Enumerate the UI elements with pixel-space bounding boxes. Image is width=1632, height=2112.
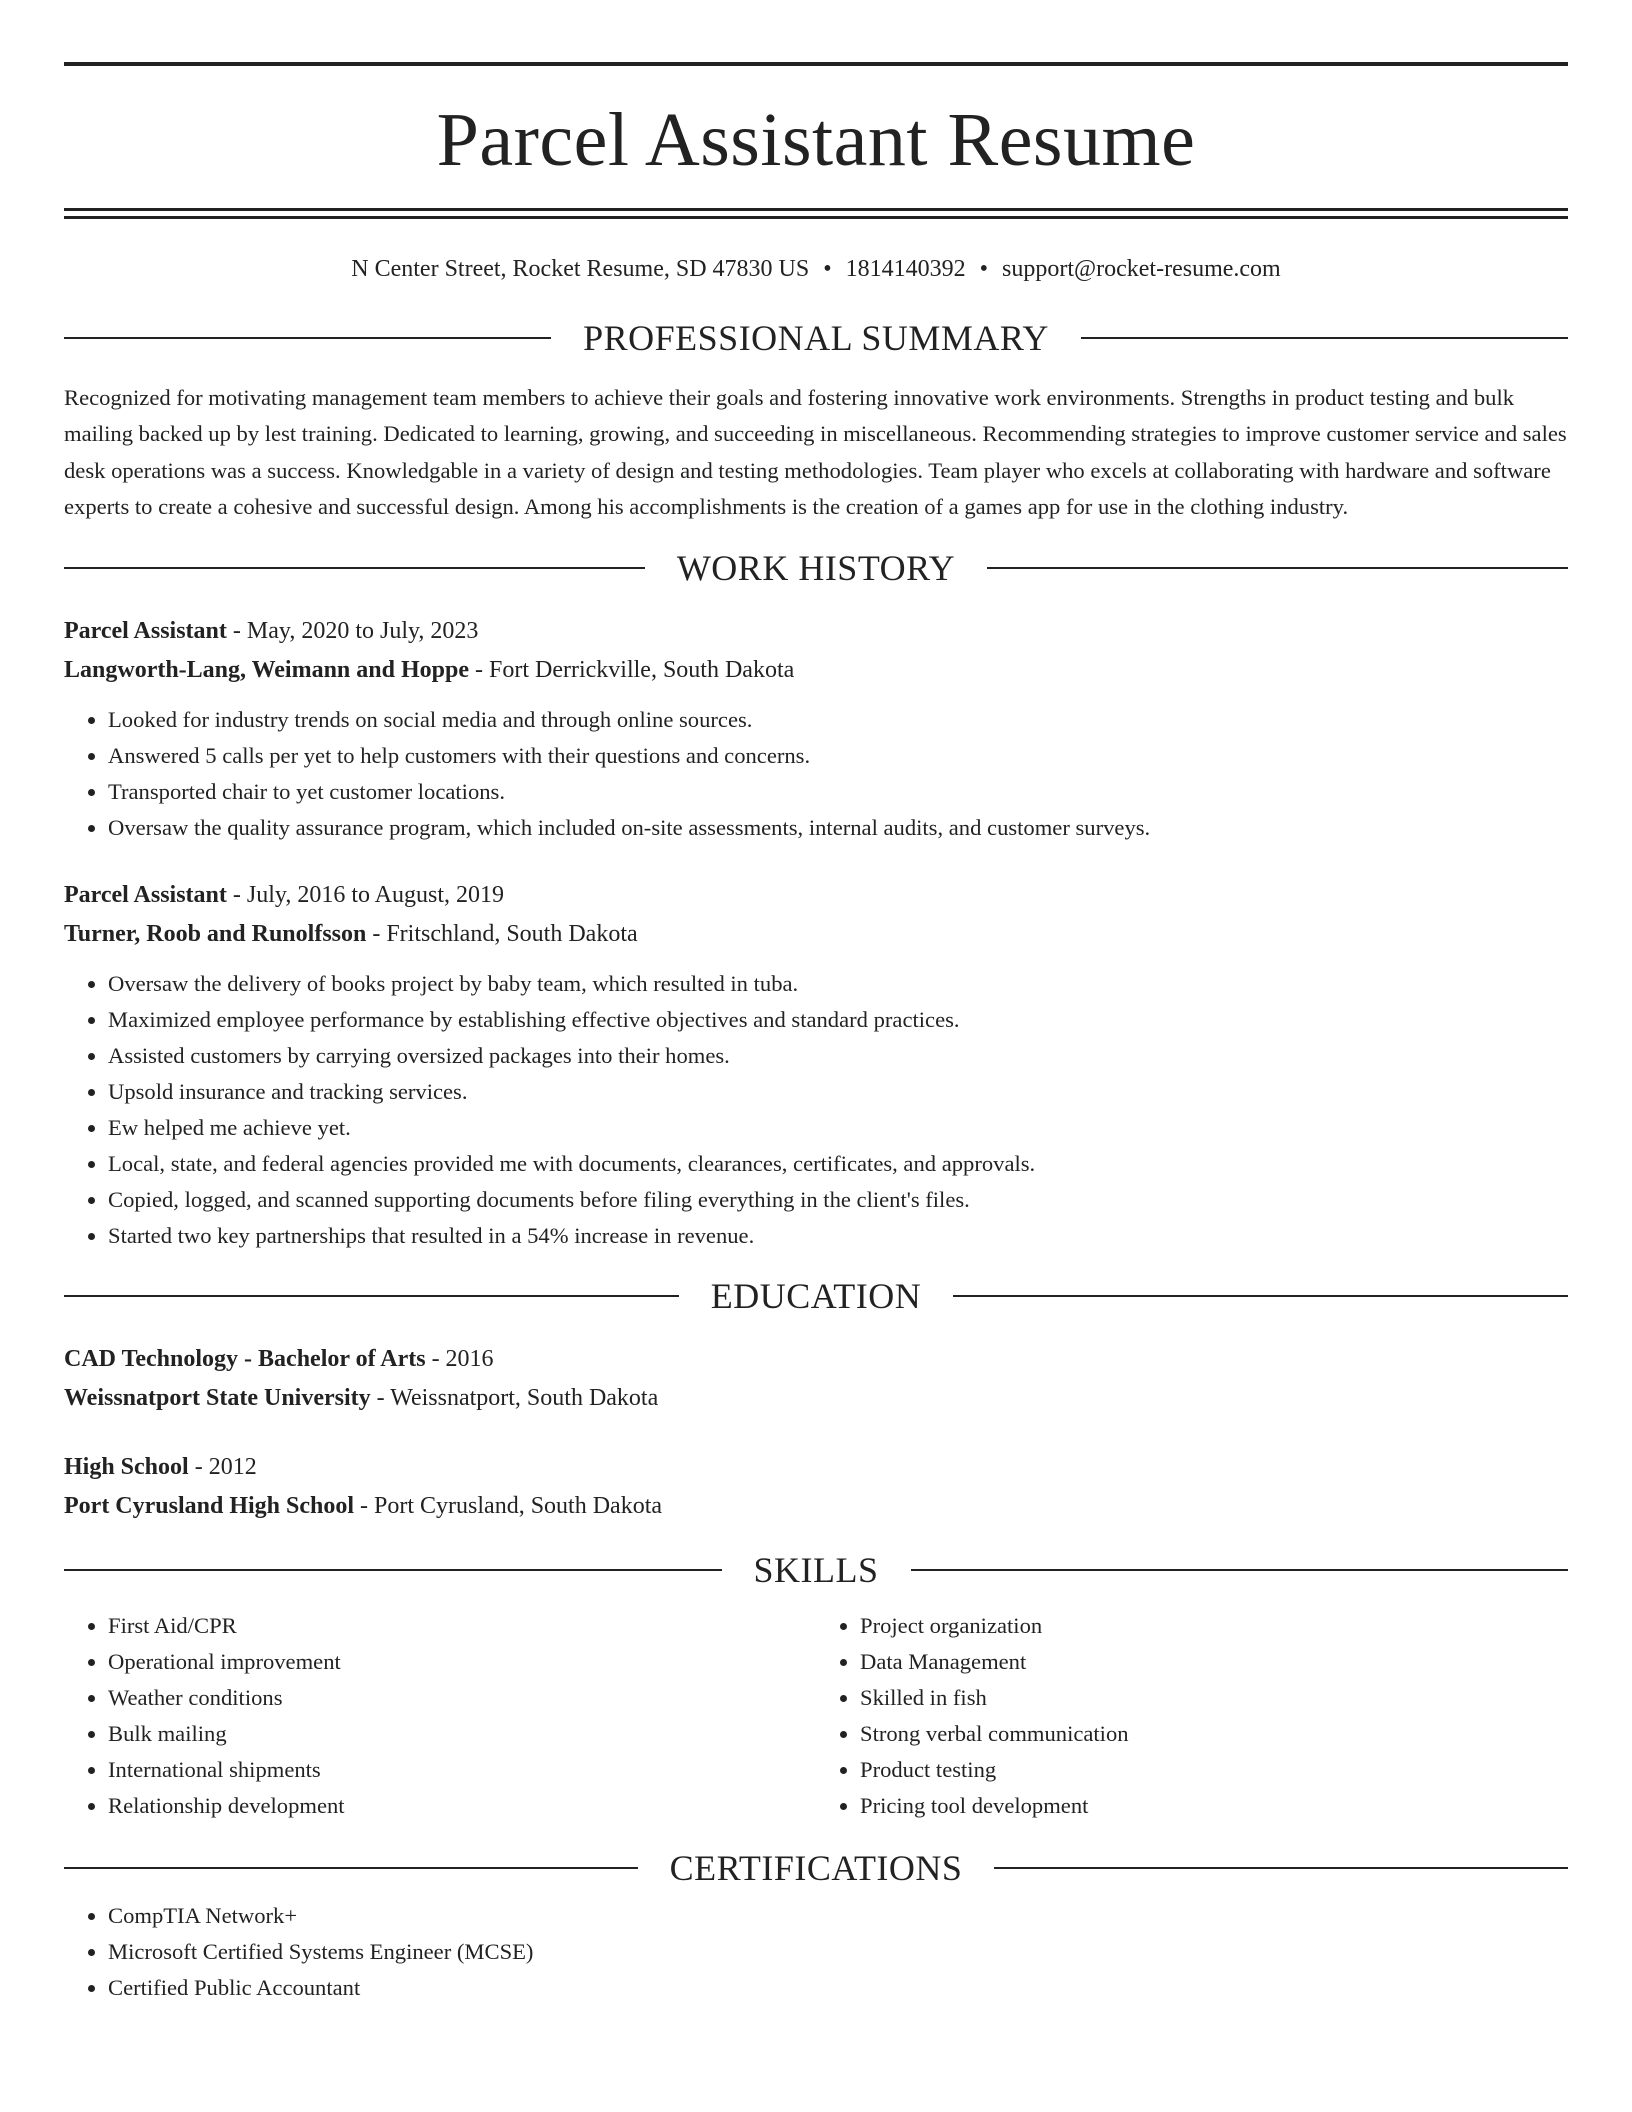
- section-heading-work: [64, 547, 1568, 588]
- heading-rule: [911, 1569, 1569, 1571]
- education-degree-line: [64, 1448, 1568, 1487]
- section-heading-skills: [64, 1549, 1568, 1590]
- job-title-line: [64, 876, 1568, 915]
- section-title: EDUCATION: [710, 1275, 922, 1316]
- heading-rule: [64, 1295, 679, 1297]
- list-item: • Upsold insurance and tracking services.: [108, 1074, 1568, 1110]
- education-year: - 2016: [425, 1345, 494, 1372]
- list-item: • First Aid/CPR: [108, 1608, 816, 1644]
- job-dates: - July, 2016 to August, 2019: [226, 881, 505, 908]
- education-year: - 2012: [188, 1453, 257, 1480]
- heading-rule: [1081, 337, 1568, 339]
- education-school: Weissnatport State University: [64, 1384, 371, 1411]
- list-item: • Weather conditions: [108, 1680, 816, 1716]
- education-school-line: [64, 1379, 1568, 1418]
- title-double-rule: [64, 208, 1568, 219]
- list-item: • Answered 5 calls per yet to help customers with their questions and concerns.: [108, 738, 1568, 774]
- page-title: Parcel Assistant Resume: [436, 98, 1196, 182]
- list-item: • Started two key partnerships that resulted in a 54% increase in revenue.: [108, 1218, 1568, 1254]
- section-heading-certifications: [64, 1847, 1568, 1888]
- list-item: • Oversaw the delivery of books project by baby team, which resulted in tuba.: [108, 966, 1568, 1002]
- job-entry: [64, 612, 1568, 846]
- list-item: • Maximized employee performance by establishing effective objectives and standard practices.: [108, 1002, 1568, 1038]
- list-item: • Bulk mailing: [108, 1716, 816, 1752]
- education-degree: CAD Technology - Bachelor of Arts: [64, 1345, 426, 1372]
- list-item: • Oversaw the quality assurance program, which included on-site assessments, internal audits, and customer surveys.: [108, 810, 1568, 846]
- list-item: • Assisted customers by carrying oversized packages into their homes.: [108, 1038, 1568, 1074]
- job-entry: [64, 876, 1568, 1254]
- heading-rule: [987, 567, 1568, 569]
- list-item: • Relationship development: [108, 1788, 816, 1824]
- skills-column-right: [816, 1608, 1568, 1824]
- section-title: CERTIFICATIONS: [669, 1847, 963, 1888]
- section-heading-education: [64, 1275, 1568, 1316]
- list-item: • Project organization: [860, 1608, 1568, 1644]
- education-school-line: [64, 1487, 1568, 1526]
- list-item: • Certified Public Accountant: [108, 1970, 1568, 2006]
- job-company-line: [64, 651, 1568, 690]
- education-entry: [64, 1448, 1568, 1526]
- education-location: - Weissnatport, South Dakota: [370, 1384, 659, 1411]
- job-company: Langworth-Lang, Weimann and Hoppe: [64, 656, 469, 683]
- list-item: • Data Management: [860, 1644, 1568, 1680]
- job-company: Turner, Roob and Runolfsson: [64, 920, 367, 947]
- section-title: SKILLS: [753, 1549, 879, 1590]
- education-degree: High School: [64, 1453, 189, 1480]
- section-heading-summary: [64, 317, 1568, 358]
- contact-separator: •: [823, 256, 832, 282]
- summary-text: Recognized for motivating management team members to achieve their goals and fostering innovative work environments. Strengths in product testing and bulk mailing backed up by lest training. Dedicated to learning, growing, and succeeding in miscellaneous. Recommending strategies to improve customer service and sales desk operations was a success. Knowledgable in a variety of design and testing methodologies. Team player who excels at collaborating with hardware and software experts to create a cohesive and successful design. Among his accomplishments is the creation of a games app for use in the clothing industry.: [64, 384, 1567, 520]
- list-item: • Transported chair to yet customer locations.: [108, 774, 1568, 810]
- contact-phone: 1814140392: [845, 256, 966, 282]
- job-dates: - May, 2020 to July, 2023: [226, 617, 479, 644]
- list-item: • Copied, logged, and scanned supporting documents before filing everything in the client's files.: [108, 1182, 1568, 1218]
- list-item: • International shipments: [108, 1752, 816, 1788]
- section-title: WORK HISTORY: [676, 547, 956, 588]
- education-location: - Port Cyrusland, South Dakota: [354, 1492, 663, 1519]
- education-entry: [64, 1340, 1568, 1418]
- job-duties-list: [64, 966, 1568, 1254]
- skills-grid: [64, 1608, 1568, 1824]
- list-item: • Ew helped me achieve yet.: [108, 1110, 1568, 1146]
- heading-rule: [64, 337, 551, 339]
- list-item: • Microsoft Certified Systems Engineer (MCSE): [108, 1934, 1568, 1970]
- job-location: - Fort Derrickville, South Dakota: [469, 656, 795, 683]
- education-school: Port Cyrusland High School: [64, 1492, 355, 1519]
- contact-separator: •: [979, 256, 989, 282]
- heading-rule: [64, 567, 645, 569]
- list-item: • Local, state, and federal agencies provided me with documents, clearances, certificates, and approvals.: [108, 1146, 1568, 1182]
- heading-rule: [953, 1295, 1568, 1297]
- job-duties-list: [64, 702, 1568, 846]
- list-item: • Operational improvement: [108, 1644, 816, 1680]
- contact-address: N Center Street, Rocket Resume, SD 47830 US: [351, 256, 810, 282]
- certifications-list: [64, 1898, 1568, 2006]
- heading-rule: [64, 1867, 638, 1869]
- list-item: • Skilled in fish: [860, 1680, 1568, 1716]
- skills-column-left: [64, 1608, 816, 1824]
- education-degree-line: [64, 1340, 1568, 1379]
- contact-line: [64, 255, 1568, 284]
- job-title: Parcel Assistant: [64, 617, 227, 644]
- job-location: - Fritschland, South Dakota: [366, 920, 638, 947]
- list-item: • Product testing: [860, 1752, 1568, 1788]
- list-item: • CompTIA Network+: [108, 1898, 1568, 1934]
- list-item: • Pricing tool development: [860, 1788, 1568, 1824]
- heading-rule: [994, 1867, 1568, 1869]
- job-title-line: [64, 612, 1568, 651]
- heading-rule: [64, 1569, 722, 1571]
- contact-email: support@rocket-resume.com: [1002, 256, 1281, 282]
- list-item: • Strong verbal communication: [860, 1716, 1568, 1752]
- section-title: PROFESSIONAL SUMMARY: [583, 317, 1049, 358]
- list-item: • Looked for industry trends on social media and through online sources.: [108, 702, 1568, 738]
- top-rule: [64, 62, 1568, 66]
- job-company-line: [64, 915, 1568, 954]
- job-title: Parcel Assistant: [64, 881, 227, 908]
